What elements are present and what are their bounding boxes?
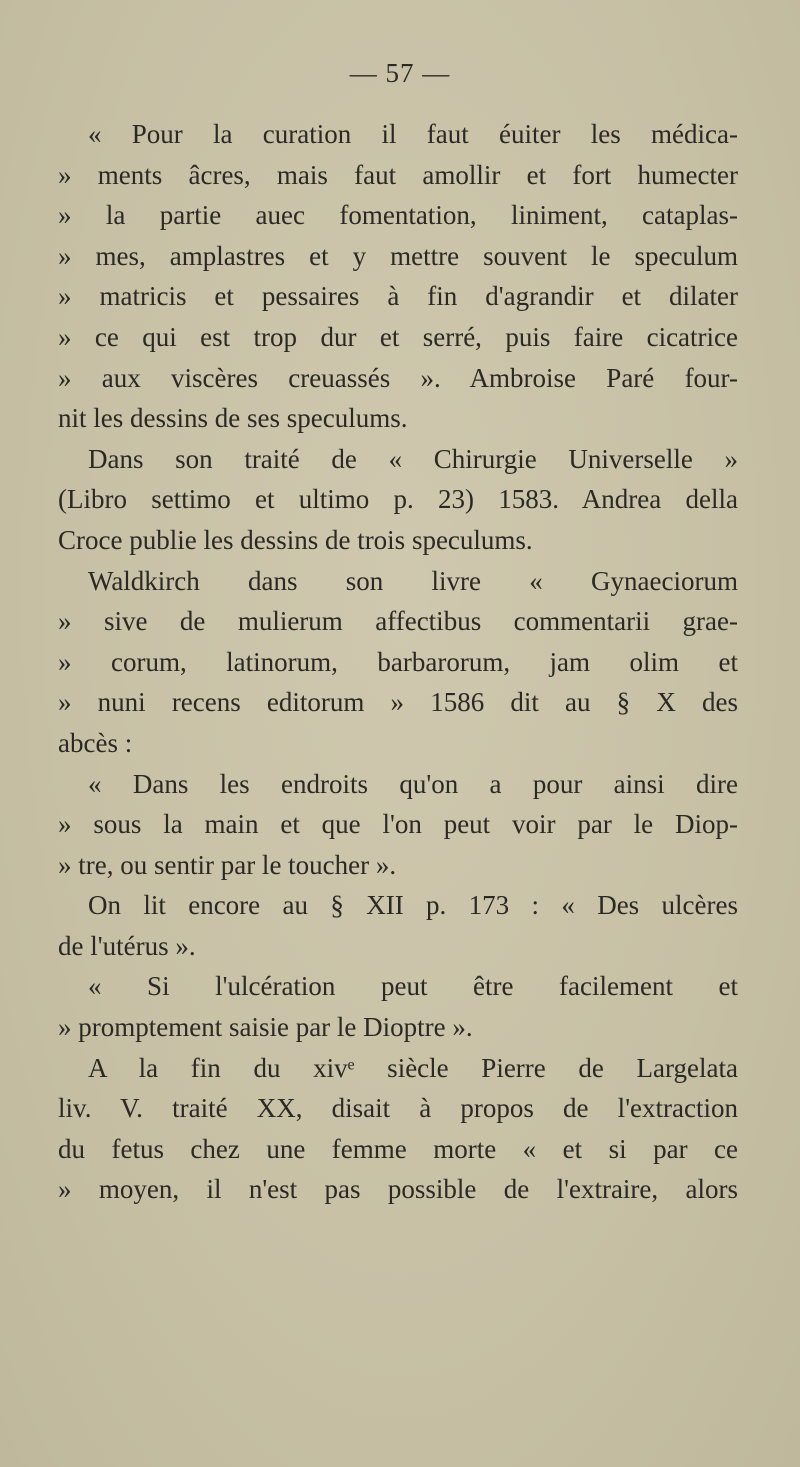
body-text [58, 114, 738, 1210]
text-line: Waldkirch dans son livre « Gynaeciorum [88, 565, 738, 596]
text-line: abcès : [58, 727, 133, 758]
text-line: » nuni recens editorum » 1586 dit au § X des [58, 687, 738, 718]
text-line: Dans son traité de « Chirurgie Universelle » [88, 443, 738, 474]
text-line: » sive de mulierum affectibus commentarii grae- [58, 606, 738, 637]
text-line: (Libro settimo et ultimo p. 23) 1583. Andrea della [58, 484, 738, 515]
page-number: — 57 — [349, 58, 451, 88]
text-line: » ce qui est trop dur et serré, puis faire cicatrice [58, 321, 738, 352]
text-line: » ments âcres, mais faut amollir et fort humecter [58, 159, 738, 190]
text-line: « Dans les endroits qu'on a pour ainsi dire [88, 768, 738, 799]
text-line: du fetus chez une femme morte « et si par ce [58, 1133, 738, 1164]
text-line: « Pour la curation il faut éuiter les médica- [88, 119, 738, 149]
text-line: A la fin du xivᵉ siècle Pierre de Largelata [88, 1052, 738, 1083]
text-line: nit les dessins de ses speculums. [58, 403, 408, 434]
text-line: » aux viscères creuassés ». Ambroise Paré four- [58, 362, 738, 393]
text-line: » moyen, il n'est pas possible de l'extraire, alors [58, 1174, 738, 1205]
text-line: » mes, amplastres et y mettre souvent le speculum [58, 240, 738, 271]
text-line: » matricis et pessaires à fin d'agrandir et dilater [58, 281, 738, 312]
text-line: « Si l'ulcération peut être facilement et [88, 971, 738, 1002]
text-line: » corum, latinorum, barbarorum, jam olim et [58, 646, 738, 677]
text-line: » sous la main et que l'on peut voir par le Diop- [58, 809, 738, 840]
text-line: Croce publie les dessins de trois speculums. [58, 524, 533, 555]
text-line: de l'utérus ». [58, 930, 196, 961]
text-line: On lit encore au § XII p. 173 : « Des ulcères [88, 890, 738, 921]
text-line: liv. V. traité XX, disait à propos de l'extraction [58, 1093, 738, 1124]
text-line: » promptement saisie par le Dioptre ». [58, 1012, 473, 1043]
text-line: » tre, ou sentir par le toucher ». [58, 849, 397, 880]
text-line: » la partie auec fomentation, liniment, cataplas- [58, 200, 738, 231]
